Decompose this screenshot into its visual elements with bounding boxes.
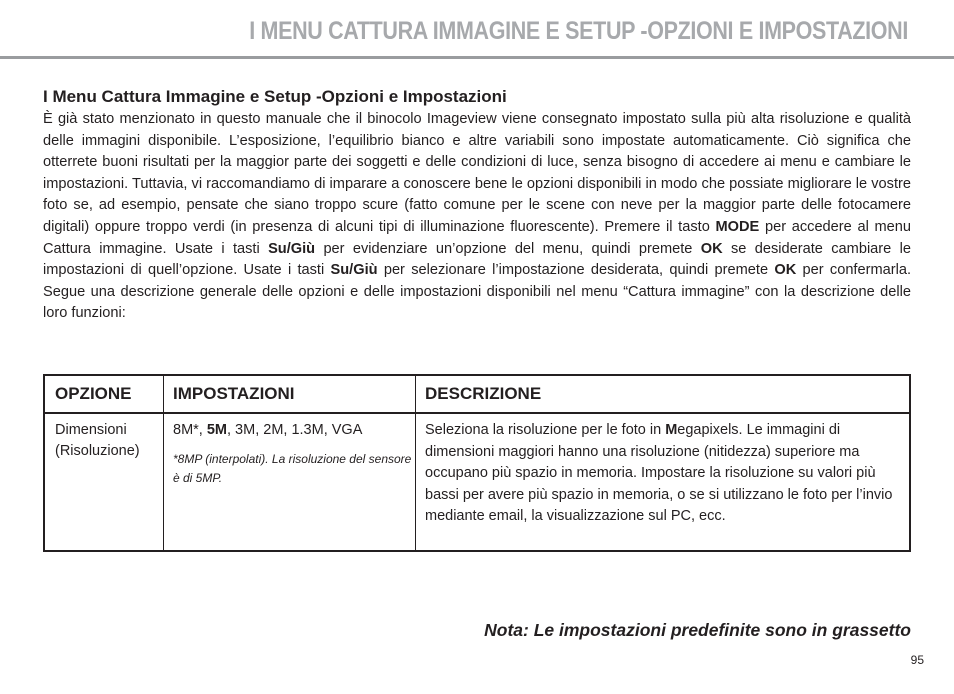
key-up-down-2: Su/Giù (330, 262, 378, 279)
intro-text-6: per confermarla. Segue una descrizione generale delle opzioni e delle impostazioni disponibili nel menu “Cattura immagine” con la descrizione delle loro funzioni: (43, 262, 912, 322)
table-header-row (45, 376, 909, 414)
settings-default: 5M (206, 422, 227, 438)
header-rule (0, 56, 954, 59)
table-divider-1 (163, 376, 164, 550)
intro-text-3: per evidenziare un’opzione del menu, quindi premete (315, 240, 701, 257)
cell-description (425, 420, 905, 528)
header-description: DESCRIZIONE (425, 384, 542, 403)
intro-text-1: È già stato menzionato in questo manuale che il binocolo Imageview viene consegnato impostato sulla più alta risoluzione e qualità delle immagini disponibile. L’esposizione, l’equilibrio bianco e altre variabili sono impostate automaticamente. Ciò significa che otterrete buoni risultati per la maggior parte dei soggetti e delle condizioni di luce, senza bisogno di accedere ai menu e cambiare le impostazioni. Tuttavia, vi raccomandiamo di imparare a conoscere bene le opzioni disponibili in modo che possiate migliorare le vostre foto se, ad esempio, pensate che siano troppo scure (fatto comune per le scene con neve per la maggior parte delle fotocamere digitali) oppure troppo verdi (in presenza di alcuni tipi di illuminazione fluorescente). Premere il tasto (43, 111, 911, 235)
section-heading: I Menu Cattura Immagine e Setup -Opzioni e Impostazioni (43, 87, 507, 106)
intro-text-2: per accedere al menu Cattura immagine. Usate i tasti (43, 218, 911, 257)
key-mode: MODE (715, 218, 760, 235)
desc-bold: M (665, 422, 678, 438)
key-ok-2: OK (774, 262, 797, 279)
desc-post: egapixels. Le immagini di dimensioni maggiori hanno una risoluzione (nitidezza) superiore ma occupano più spazio in memoria. Impostare la risoluzione su valori più bassi per avere più spazio in memoria, o se si utilizzano le foto per l’invio mediante email, la visualizzazione sul PC, ecc. (425, 422, 893, 524)
header-settings: IMPOSTAZIONI (173, 384, 295, 403)
page-header-title: I MENU CATTURA IMMAGINE E SETUP -OPZIONI E IMPOSTAZIONI (249, 17, 908, 45)
settings-values (173, 420, 413, 441)
key-ok-1: OK (700, 240, 723, 257)
intro-text-4: se desiderate cambiare le impostazioni di quell’opzione. Usate i tasti (43, 240, 911, 279)
desc-pre: Seleziona la risoluzione per le foto in (425, 422, 666, 438)
intro-paragraph (43, 109, 911, 325)
defaults-note: Nota: Le impostazioni predefinite sono in grassetto (484, 620, 911, 640)
key-up-down-1: Su/Giù (268, 240, 316, 257)
table-divider-2 (415, 376, 416, 550)
settings-post: , 3M, 2M, 1.3M, VGA (227, 422, 363, 438)
settings-note: *8MP (interpolati). La risoluzione del sensore è di 5MP. (173, 452, 412, 485)
cell-option: Dimensioni (Risoluzione) (55, 422, 140, 459)
options-table (43, 374, 911, 552)
page-number: 95 (910, 653, 924, 667)
cell-settings (173, 420, 413, 488)
intro-text-5: per selezionare l’impostazione desiderata, quindi premete (377, 262, 775, 279)
header-option: OPZIONE (55, 384, 132, 403)
settings-pre: 8M*, (173, 422, 207, 438)
